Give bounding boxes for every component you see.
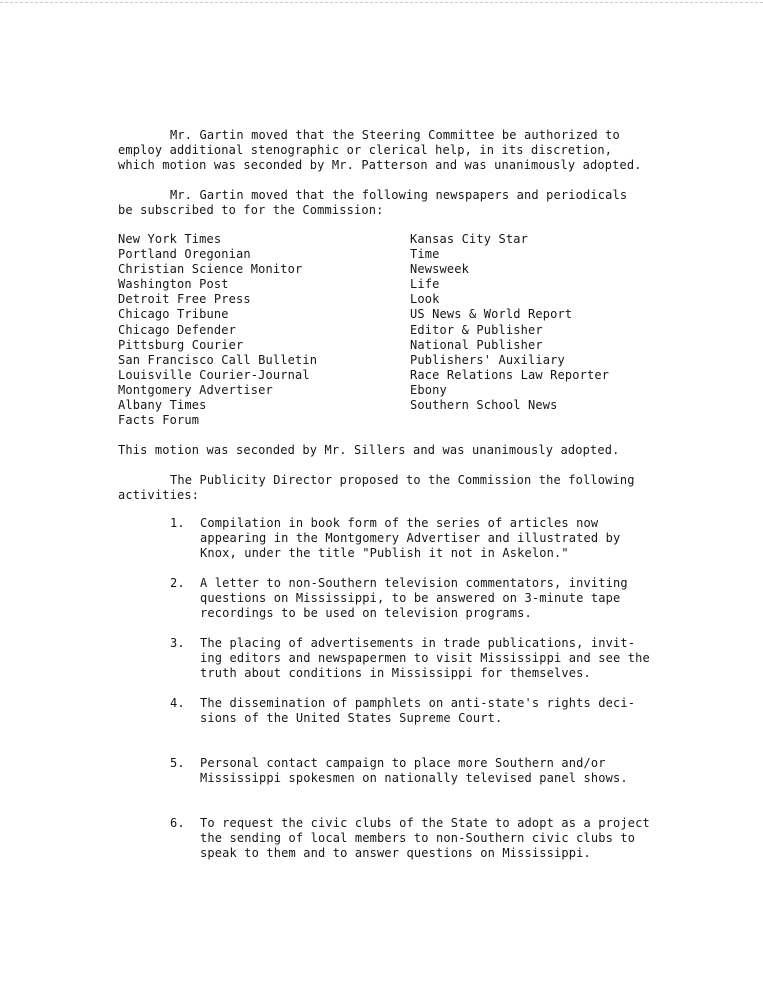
activity-item [170,516,670,576]
paragraph-text: This motion was seconded by Mr. Sillers and was unanimously adopted. [118,443,620,457]
publication-item: Facts Forum [118,413,200,428]
publication-item: Pittsburg Courier [118,337,244,352]
publication-item: Washington Post [118,277,229,292]
publication-item: Christian Science Monitor [118,262,303,277]
paragraph-staff-motion [118,128,658,173]
publication-item: Newsweek [410,262,469,277]
activities-list [170,516,670,876]
paragraph-text: Mr. Gartin moved that the following newspapers and periodicals be subscribed to for the Commission: [118,188,628,217]
activity-item [170,576,670,636]
activity-text: Compilation in book form of the series of articles now appearing in the Montgomery Advertiser and illustrated by Knox, under the title "Publish it not in Askelon." [200,516,621,560]
activity-number: 4. [170,696,185,710]
paragraph-publicity-proposal [118,473,658,503]
publications-list-right [410,232,609,413]
activity-text: The placing of advertisements in trade publications, invit- ing editors and newspapermen to visit Mississippi and see the truth about conditions in Mississippi for themselves. [200,636,650,680]
publication-item: San Francisco Call Bulletin [118,352,318,367]
publication-item: Southern School News [410,398,558,413]
activity-item [170,816,670,876]
activity-text: Personal contact campaign to place more Southern and/or Mississippi spokesmen on nationally televised panel shows. [200,756,628,785]
activity-item [170,696,670,756]
publication-item: Chicago Defender [118,322,236,337]
activity-text: A letter to non-Southern television commentators, inviting questions on Mississippi, to be answered on 3-minute tape recordings to be used on television programs. [200,576,628,620]
publication-item: Detroit Free Press [118,292,251,307]
publication-item: Ebony [410,382,447,397]
publication-item: Look [410,292,440,307]
activity-number: 2. [170,576,185,590]
publication-item: Publishers' Auxiliary [410,352,565,367]
activity-text: To request the civic clubs of the State to adopt as a project the sending of local members to non-Southern civic clubs to speak to them and to answer questions on Mississippi. [200,816,650,860]
publication-item: Montgomery Advertiser [118,382,273,397]
activity-number: 5. [170,756,185,770]
publication-item: Louisville Courier-Journal [118,367,310,382]
publication-item: Life [410,277,440,292]
publication-item: Albany Times [118,398,207,413]
activity-number: 1. [170,516,185,530]
activity-number: 3. [170,636,185,650]
publication-item: Time [410,247,440,262]
paragraph-subscription-motion [118,188,658,218]
publication-item: US News & World Report [410,307,573,322]
paragraph-seconded-motion [118,443,658,458]
activity-item [170,756,670,816]
publication-item: Kansas City Star [410,232,528,246]
paragraph-text: The Publicity Director proposed to the Commission the following activities: [118,473,635,502]
publication-item: Chicago Tribune [118,307,229,322]
publication-item: New York Times [118,232,222,246]
activity-number: 6. [170,816,185,830]
page-top-edge [0,2,763,3]
activity-item [170,636,670,696]
publication-item: Portland Oregonian [118,247,251,262]
publications-list-left [118,232,317,428]
paragraph-text: Mr. Gartin moved that the Steering Committee be authorized to employ additional stenographic or clerical help, in its discretion, which motion was seconded by Mr. Patterson and was unanimously adopted. [118,128,642,172]
activity-text: The dissemination of pamphlets on anti-state's rights deci- sions of the United States Supreme Court. [200,696,636,725]
publication-item: Race Relations Law Reporter [410,367,610,382]
publication-item: Editor & Publisher [410,322,543,337]
publication-item: National Publisher [410,337,543,352]
